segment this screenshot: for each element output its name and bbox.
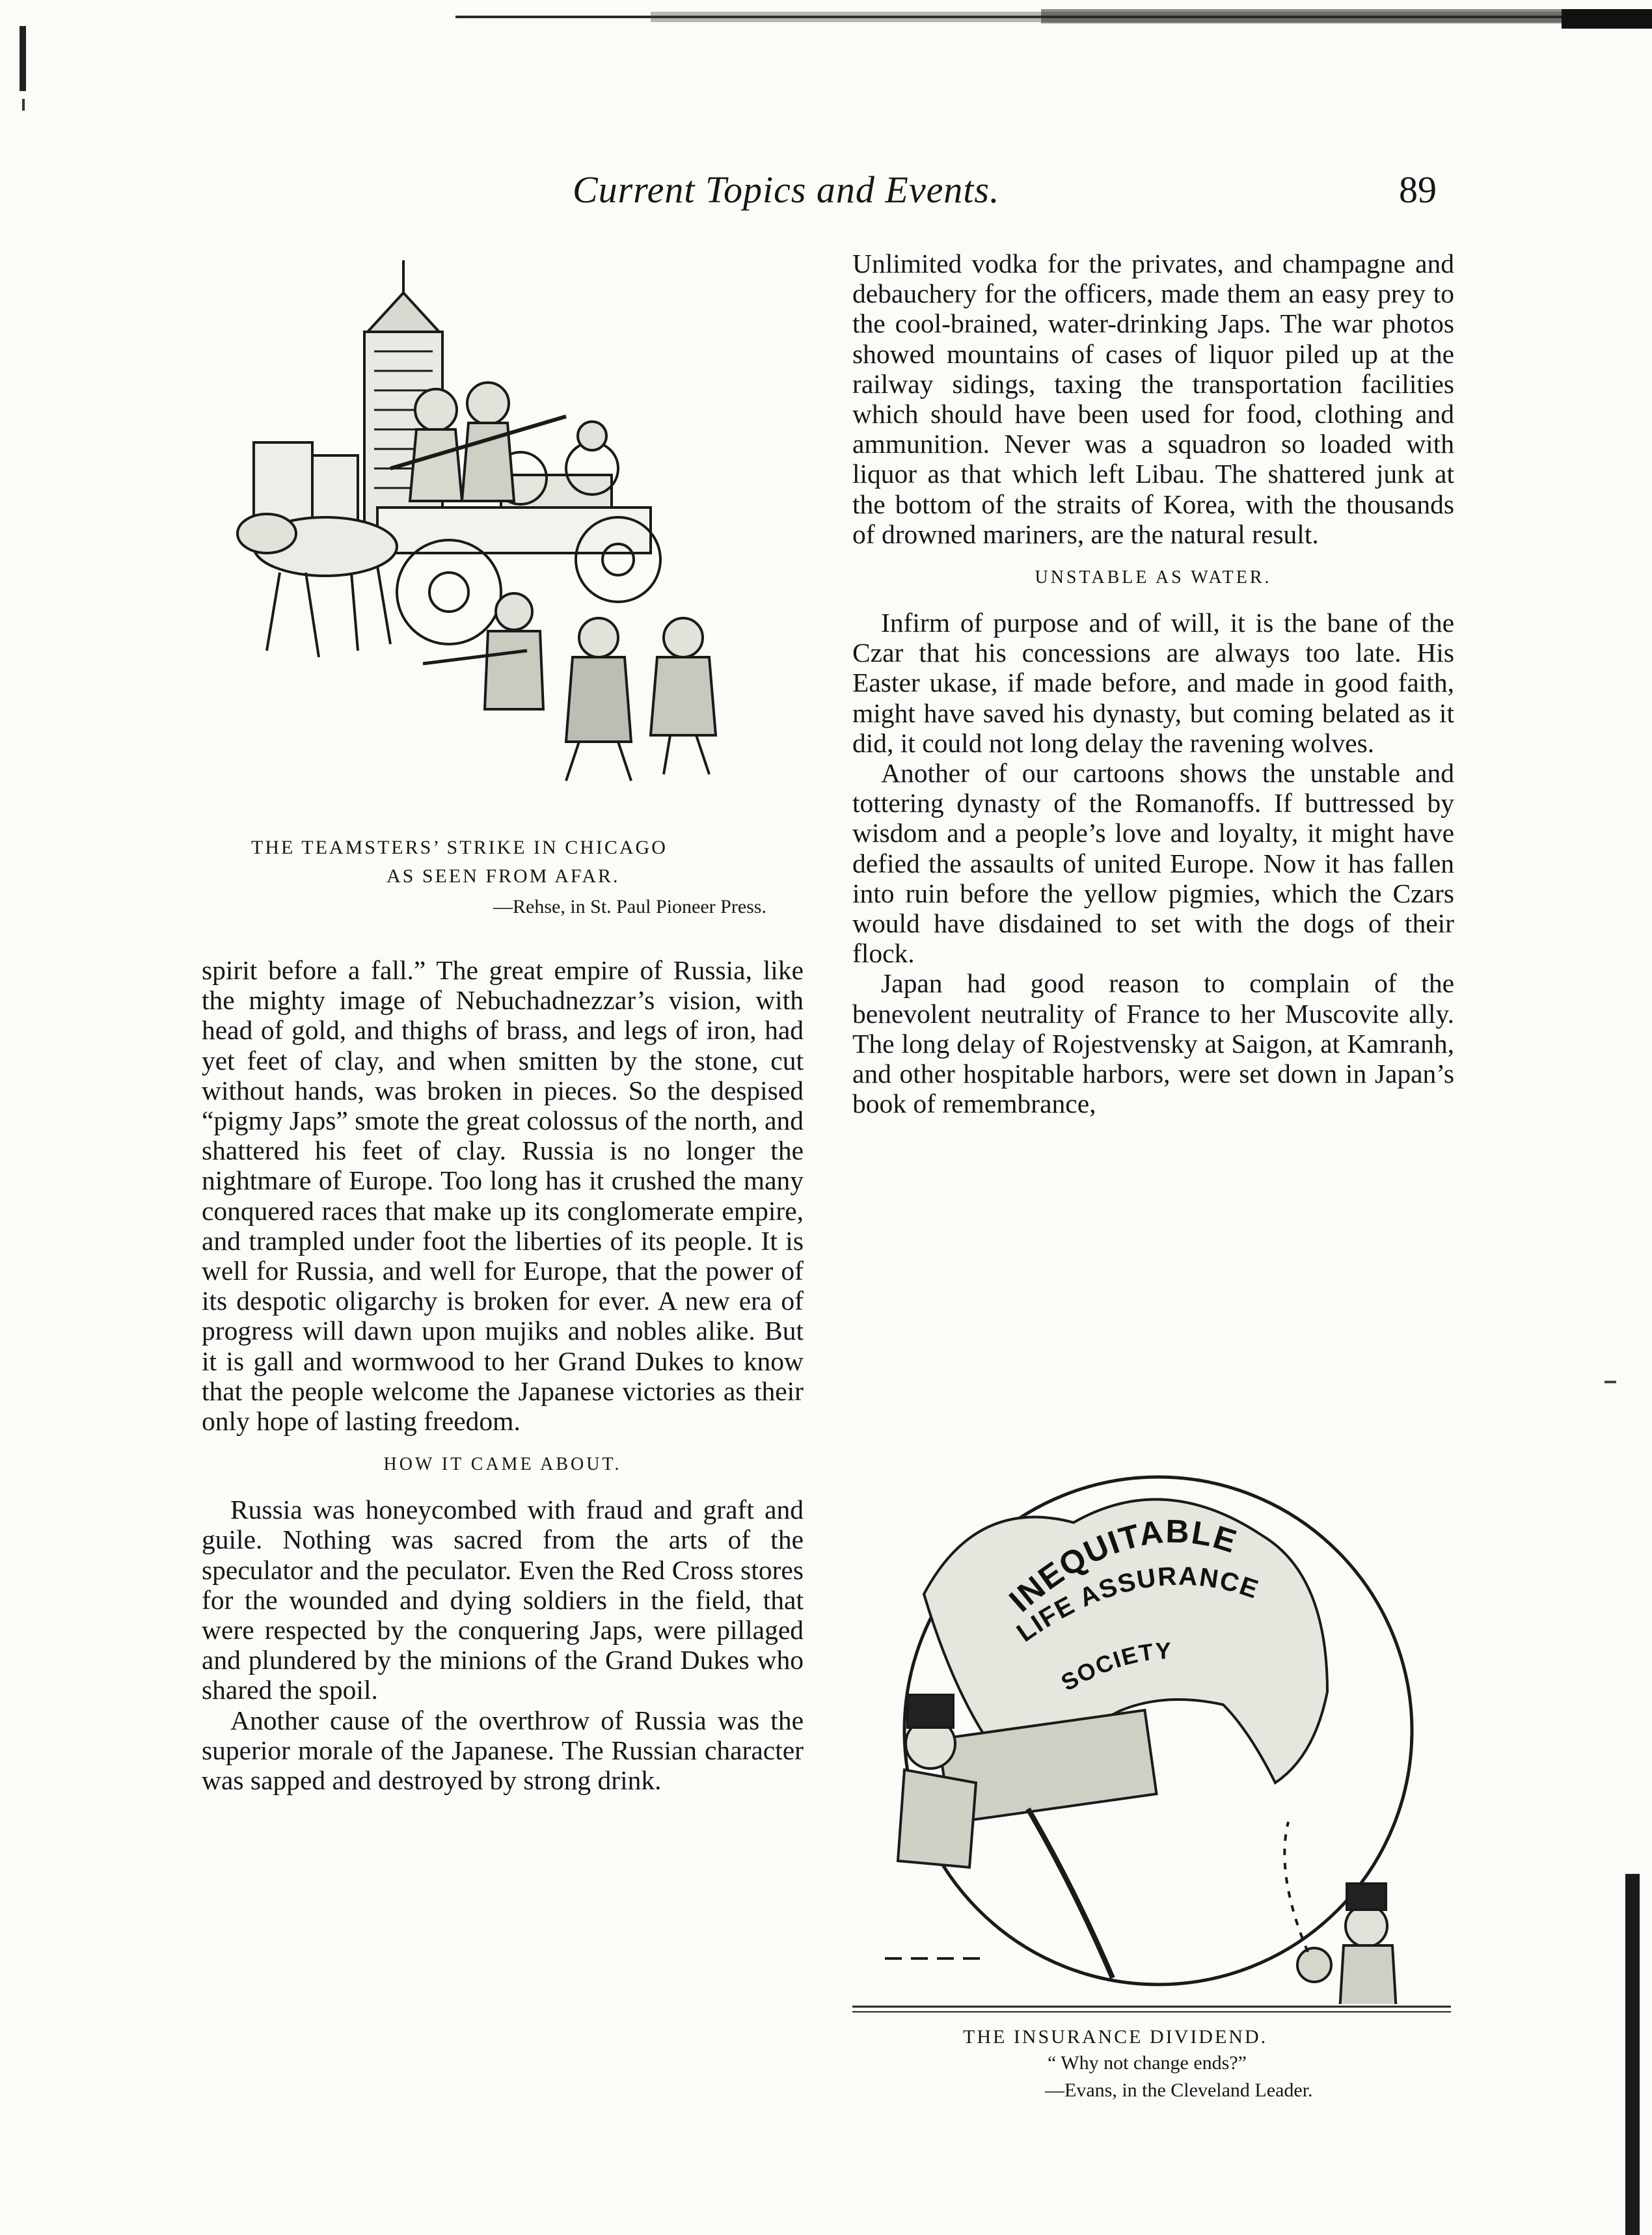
figure2-credit: —Evans, in the Cleveland Leader.	[1045, 2079, 1313, 2101]
figure2-rule	[852, 2004, 1451, 2017]
right-paragraph-1: Unlimited vodka for the privates, and champagne and debauchery for the officers, made them an easy prey to the cool-brained, water-drinking Japs. The war photos showed mountains of cases of liquor piled up at the railway sidings, taxing the transportation facilities which should have been used for food, clothing and ammunition. Never was a squadron so loaded with liquor as that which left Libau. The shattered junk at the bottom of the straits of Korea, with the thousands of drowned mariners, are the natural result.	[852, 249, 1454, 549]
right-paragraph-2: Infirm of purpose and of will, it is the bane of the Czar that his concessions are always too late. His Easter ukase, if made before, and made in good faith, might have saved his dynasty, but coming belated as it did, it could not long delay the ravening wolves.	[852, 608, 1454, 758]
sign-line-1: INEQUITABLE	[1002, 1513, 1242, 1619]
right-column	[852, 249, 1454, 1118]
running-title: Current Topics and Events.	[573, 169, 1000, 211]
scan-edge-bar	[455, 9, 1652, 29]
left-paragraph-1: spirit before a fall.” The great empire of Russia, like the mighty image of Nebuchadnezzar’s vision, with head of gold, and thighs of brass, and legs of iron, had yet feet of clay, and when smitten by the stone, cut without hands, was broken in pieces. So the despised “pigmy Japs” smote the great colossus of the north, and shattered his feet of clay. Russia is no longer the nightmare of Europe. Too long has it crushed the many conquered races that make up its conglomerate empire, and trampled under foot the liberties of its people. It is well for Russia, and well for Europe, that the power of its despotic oligarchy is broken for ever. A new era of progress will dawn upon mujiks and nobles alike. But it is gall and wormwood to her Grand Dukes to know that the people welcome the Japanese victories as their only hope of lasting freedom.	[202, 955, 804, 1437]
page-number: 89	[1399, 169, 1437, 211]
scan-margin-mark	[20, 26, 26, 91]
left-paragraph-2: Russia was honeycombed with fraud and graft and guile. Nothing was sacred from the arts of the speculator and the peculator. Even the Red Cross stores for the wounded and dying soldiers in the field, that were respected by the conquering Japs, were pillaged and plundered by the minions of the Grand Dukes who shared the spoil.	[202, 1495, 804, 1705]
teamsters-cartoon	[228, 260, 774, 794]
figure1-credit: —Rehse, in St. Paul Pioneer Press.	[493, 896, 766, 917]
section-heading-how-it-came-about: HOW IT CAME ABOUT.	[383, 1454, 622, 1475]
sign-line-3: SOCIETY	[1056, 1637, 1173, 1696]
scan-right-edge	[1625, 1874, 1640, 2235]
left-column	[202, 955, 804, 1795]
right-paragraph-3: Another of our cartoons shows the unstable and tottering dynasty of the Romanoffs. If buttressed by wisdom and a people’s love and loyalty, it might have defied the assaults of united Europe. Now it has fallen into ruin before the yellow pigmies, which the Czars would have disdained to set with the dogs of their flock.	[852, 758, 1454, 969]
figure2-caption-line2: “ Why not change ends?”	[1048, 2052, 1247, 2074]
figure2-caption-line1: THE INSURANCE DIVIDEND.	[963, 2026, 1268, 2048]
insurance-dividend-cartoon	[859, 1418, 1444, 2004]
scan-margin-mark-small	[22, 99, 25, 111]
left-paragraph-3: Another cause of the overthrow of Russia was the superior morale of the Japanese. The Russian character was sapped and destroyed by strong drink.	[202, 1705, 804, 1796]
section-heading-unstable-as-water: UNSTABLE AS WATER.	[1035, 567, 1272, 588]
scan-right-dash	[1605, 1381, 1616, 1383]
sign-line-2: LIFE ASSURANCE	[1011, 1562, 1263, 1648]
figure1-caption-line1: THE TEAMSTERS’ STRIKE IN CHICAGO	[251, 837, 668, 858]
figure1-caption-line2: AS SEEN FROM AFAR.	[386, 865, 620, 887]
right-paragraph-4: Japan had good reason to complain of the benevolent neutrality of France to her Muscovite ally. The long delay of Rojestvensky at Saigon, at Kamranh, and other hospitable harbors, were set down in Japan’s book of remembrance,	[852, 968, 1454, 1119]
